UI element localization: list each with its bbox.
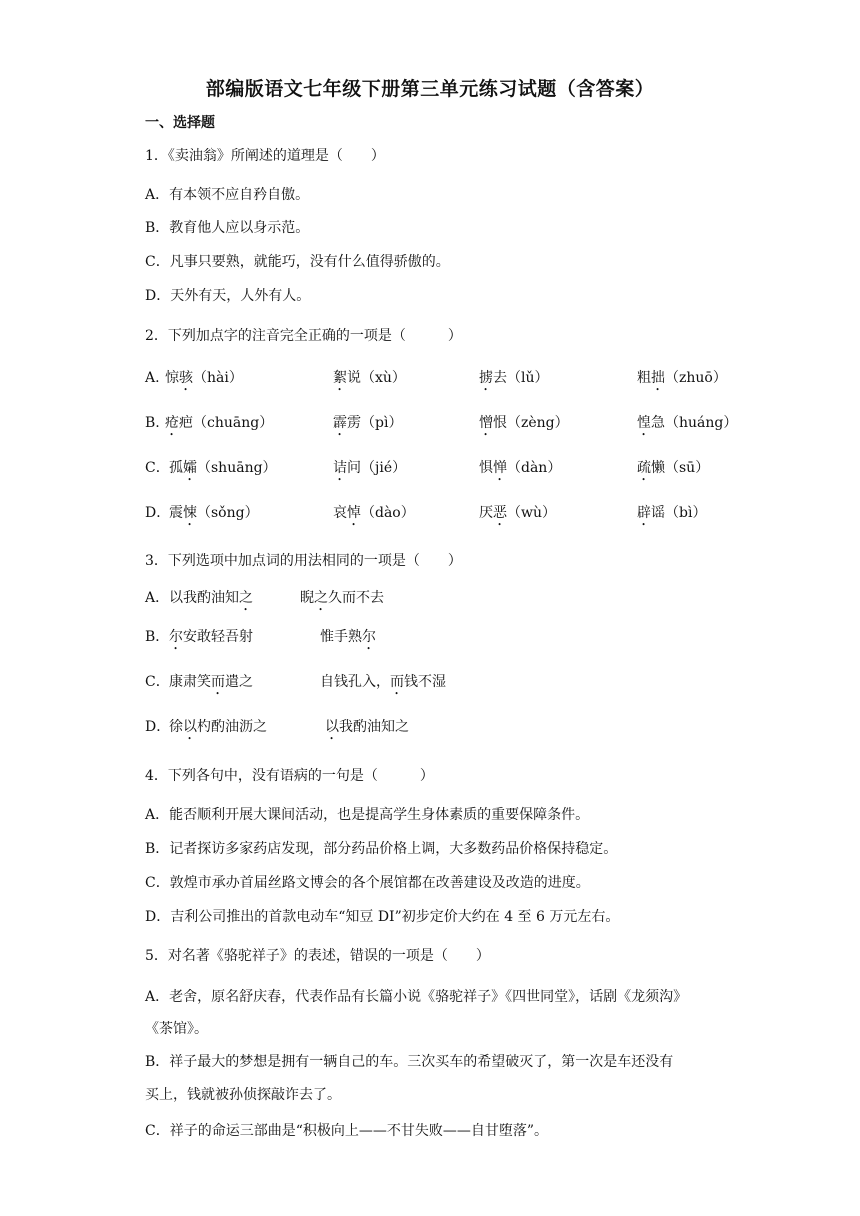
question-3-option-left xyxy=(169,628,253,653)
question-3-option-right xyxy=(325,718,409,743)
emphasis-mark-char: 拙 xyxy=(651,370,665,386)
text-part: 自钱孔入， xyxy=(320,674,390,690)
question-5-option-c: C．祥子的命运三部曲是“积极向上——不甘失败——自甘堕落”。 xyxy=(145,1123,549,1139)
emphasis-mark-char: 憎 xyxy=(479,415,493,431)
question-2-option-item xyxy=(479,414,569,439)
text-part: 疤（chuāng） xyxy=(179,415,274,431)
question-2-option-item xyxy=(333,459,406,484)
emphasis-mark-char: 疏 xyxy=(637,460,651,476)
text-part: 以我酌油知 xyxy=(169,590,239,606)
text-part: 震 xyxy=(169,505,183,521)
question-2-option-item xyxy=(479,504,556,529)
emphasis-mark-char: 恶 xyxy=(493,505,507,521)
text-part: 安敢轻吾射 xyxy=(183,629,253,645)
question-3-option-letter: C． xyxy=(145,674,170,690)
question-5-option-b-line-2: 买上，钱就被孙侦探敲诈去了。 xyxy=(145,1087,341,1103)
text-part: 恨（zèng） xyxy=(493,415,569,431)
emphasis-mark-char: 而 xyxy=(211,674,225,690)
text-part: 孤 xyxy=(169,460,183,476)
text-part: 杓酌油沥之 xyxy=(197,719,267,735)
text-part: 谣（bì） xyxy=(651,505,707,521)
question-3-option-letter: A． xyxy=(145,590,170,606)
document-title: 部编版语文七年级下册第三单元练习试题（含答案） xyxy=(205,78,655,100)
question-2-option-item xyxy=(637,369,727,394)
question-2-option-item xyxy=(637,504,706,529)
emphasis-mark-char: 惮 xyxy=(493,460,507,476)
text-part: （zhuō） xyxy=(665,370,727,386)
question-1-option-d: D．天外有天，人外有人。 xyxy=(145,288,311,304)
question-1-stem: 1．《卖油翁》所阐述的道理是（ ） xyxy=(145,148,385,164)
question-2-option-item xyxy=(165,414,273,439)
emphasis-mark-char: 尔 xyxy=(362,629,376,645)
question-3-stem: 3．下列选项中加点词的用法相同的一项是（ ） xyxy=(145,553,462,569)
text-part: 懒（sū） xyxy=(651,460,710,476)
text-part: 惊 xyxy=(165,370,179,386)
question-1-option-c: C．凡事只要熟，就能巧，没有什么值得骄傲的。 xyxy=(145,254,450,270)
text-part: （dàn） xyxy=(507,460,562,476)
question-3-option-letter: B． xyxy=(145,629,170,645)
emphasis-mark-char: 以 xyxy=(183,719,197,735)
question-2-option-item xyxy=(479,369,549,394)
text-part: （wù） xyxy=(507,505,556,521)
question-2-option-item xyxy=(479,459,561,484)
question-2-option-item xyxy=(333,504,415,529)
question-5-option-a-line-2: 《茶馆》。 xyxy=(145,1021,208,1037)
emphasis-mark-char: 孀 xyxy=(183,460,197,476)
question-2-option-letter: C． xyxy=(145,460,170,476)
emphasis-mark-char: 骇 xyxy=(179,370,193,386)
emphasis-mark-char: 尔 xyxy=(169,629,183,645)
question-5-option-a-line-1: A．老舍，原名舒庆春，代表作品有长篇小说《骆驼祥子》《四世同堂》，话剧《龙须沟》 xyxy=(145,989,688,1005)
text-part: （shuāng） xyxy=(197,460,277,476)
emphasis-mark-char: 惶 xyxy=(637,415,651,431)
text-part: 徐 xyxy=(169,719,183,735)
question-3-option-left xyxy=(169,589,253,614)
question-3-option-letter: D． xyxy=(145,719,171,735)
question-2-option-letter: A. xyxy=(145,370,160,386)
emphasis-mark-char: 诘 xyxy=(333,460,347,476)
question-2-option-item xyxy=(333,414,402,439)
text-part: （sǒng） xyxy=(197,505,259,521)
emphasis-mark-char: 絮 xyxy=(333,370,347,386)
question-2-option-item xyxy=(165,369,243,394)
question-4-option-c: C．敦煌市承办首届丝路文博会的各个展馆都在改善建设及改造的进度。 xyxy=(145,875,590,891)
question-2-stem: 2．下列加点字的注音完全正确的一项是（ ） xyxy=(145,328,462,344)
emphasis-mark-char: 掳 xyxy=(479,370,493,386)
text-part: 久而不去 xyxy=(328,590,384,606)
question-3-option-right xyxy=(300,589,384,614)
question-1-option-b: B．教育他人应以身示范。 xyxy=(145,220,310,236)
text-part: 雳（pì） xyxy=(347,415,403,431)
question-3-option-left xyxy=(169,673,253,698)
question-2-option-item xyxy=(637,414,737,439)
question-4-stem: 4．下列各句中，没有语病的一句是（ ） xyxy=(145,768,434,784)
question-2-option-letter: B. xyxy=(145,415,160,431)
question-1-option-a: A．有本领不应自矜自傲。 xyxy=(145,187,310,203)
text-part: 粗 xyxy=(637,370,651,386)
question-4-option-a: A．能否顺利开展大课间活动，也是提高学生身体素质的重要保障条件。 xyxy=(145,807,590,823)
text-part: 哀 xyxy=(333,505,347,521)
text-part: （dào） xyxy=(361,505,415,521)
question-5-stem: 5．对名著《骆驼祥子》的表述，错误的一项是（ ） xyxy=(145,948,490,964)
text-part: 遣之 xyxy=(225,674,253,690)
text-part: 问（jié） xyxy=(347,460,407,476)
text-part: 急（huáng） xyxy=(651,415,738,431)
emphasis-mark-char: 之 xyxy=(314,590,328,606)
text-part: 钱不湿 xyxy=(404,674,446,690)
section-heading: 一、选择题 xyxy=(145,115,215,131)
question-2-option-letter: D． xyxy=(145,505,171,521)
emphasis-mark-char: 而 xyxy=(390,674,404,690)
text-part: 惧 xyxy=(479,460,493,476)
emphasis-mark-char: 辟 xyxy=(637,505,651,521)
text-part: 厌 xyxy=(479,505,493,521)
text-part: 睨 xyxy=(300,590,314,606)
emphasis-mark-char: 以 xyxy=(325,719,339,735)
text-part: 说（xù） xyxy=(347,370,406,386)
emphasis-mark-char: 之 xyxy=(239,590,253,606)
question-3-option-left xyxy=(169,718,267,743)
question-4-option-b: B．记者探访多家药店发现，部分药品价格上调，大多数药品价格保持稳定。 xyxy=(145,841,618,857)
emphasis-mark-char: 霹 xyxy=(333,415,347,431)
question-5-option-b-line-1: B．祥子最大的梦想是拥有一辆自己的车。三次买车的希望破灭了，第一次是车还没有 xyxy=(145,1054,674,1070)
question-2-option-item xyxy=(637,459,709,484)
question-4-option-d: D．吉利公司推出的首款电动车“知豆 DI”初步定价大约在 4 至 6 万元左右。 xyxy=(145,909,620,925)
question-2-option-item xyxy=(169,504,259,529)
text-part: （hài） xyxy=(193,370,243,386)
text-part: 我酌油知之 xyxy=(339,719,409,735)
text-part: 去（lǔ） xyxy=(493,370,549,386)
emphasis-mark-char: 悼 xyxy=(347,505,361,521)
question-3-option-right xyxy=(320,628,376,653)
question-2-option-item xyxy=(169,459,277,484)
emphasis-mark-char: 悚 xyxy=(183,505,197,521)
text-part: 惟手熟 xyxy=(320,629,362,645)
emphasis-mark-char: 疮 xyxy=(165,415,179,431)
text-part: 康肃笑 xyxy=(169,674,211,690)
question-3-option-right xyxy=(320,673,446,698)
question-2-option-item xyxy=(333,369,406,394)
